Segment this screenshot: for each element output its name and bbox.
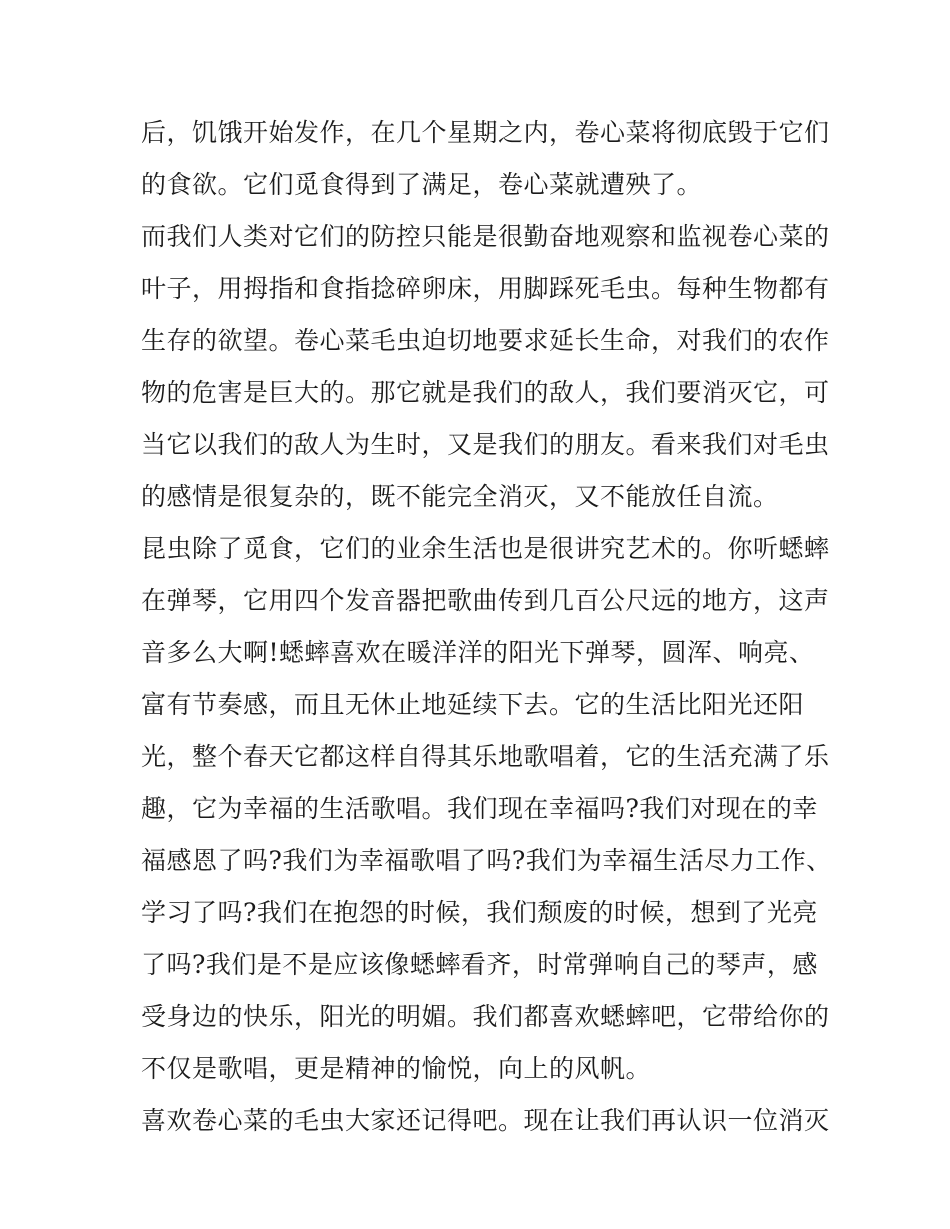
- text-line: 生存的欲望。卷心菜毛虫迫切地要求延长生命，对我们的农作: [141, 326, 830, 355]
- text-line: 后，饥饿开始发作，在几个星期之内，卷心菜将彻底毁于它们: [141, 118, 830, 147]
- text-line: 福感恩了吗?我们为幸福歌唱了吗?我们为幸福生活尽力工作、: [141, 846, 832, 875]
- text-line: 音多么大啊!蟋蟀喜欢在暖洋洋的阳光下弹琴，圆浑、响亮、: [141, 638, 815, 667]
- text-line: 物的危害是巨大的。那它就是我们的敌人，我们要消灭它，可: [141, 378, 830, 407]
- text-line: 光，整个春天它都这样自得其乐地歌唱着，它的生活充满了乐: [141, 742, 830, 771]
- text-line: 在弹琴，它用四个发音器把歌曲传到几百公尺远的地方，这声: [141, 586, 830, 615]
- text-line: 叶子，用拇指和食指捻碎卵床，用脚踩死毛虫。每种生物都有: [141, 274, 830, 303]
- document-body: [141, 107, 832, 1147]
- text-line: 而我们人类对它们的防控只能是很勤奋地观察和监视卷心菜的: [141, 222, 830, 251]
- text-line: 昆虫除了觅食，它们的业余生活也是很讲究艺术的。你听蟋蟀: [141, 534, 830, 563]
- text-line: 富有节奏感，而且无休止地延续下去。它的生活比阳光还阳: [141, 690, 805, 719]
- text-line: 受身边的快乐，阳光的明媚。我们都喜欢蟋蟀吧，它带给你的: [141, 1002, 830, 1031]
- text-line: 了吗?我们是不是应该像蟋蟀看齐，时常弹响自己的琴声，感: [141, 950, 818, 979]
- text-line: 喜欢卷心菜的毛虫大家还记得吧。现在让我们再认识一位消灭: [141, 1106, 830, 1135]
- text-line: 的感情是很复杂的，既不能完全消灭，又不能放任自流。: [141, 482, 779, 511]
- text-line: 当它以我们的敌人为生时，又是我们的朋友。看来我们对毛虫: [141, 430, 830, 459]
- text-line: 趣，它为幸福的生活歌唱。我们现在幸福吗?我们对现在的幸: [141, 794, 818, 823]
- text-line: 的食欲。它们觅食得到了满足，卷心菜就遭殃了。: [141, 170, 703, 199]
- text-line: 学习了吗?我们在抱怨的时候，我们颓废的时候，想到了光亮: [141, 898, 818, 927]
- text-line: 不仅是歌唱，更是精神的愉悦，向上的风帆。: [141, 1054, 652, 1083]
